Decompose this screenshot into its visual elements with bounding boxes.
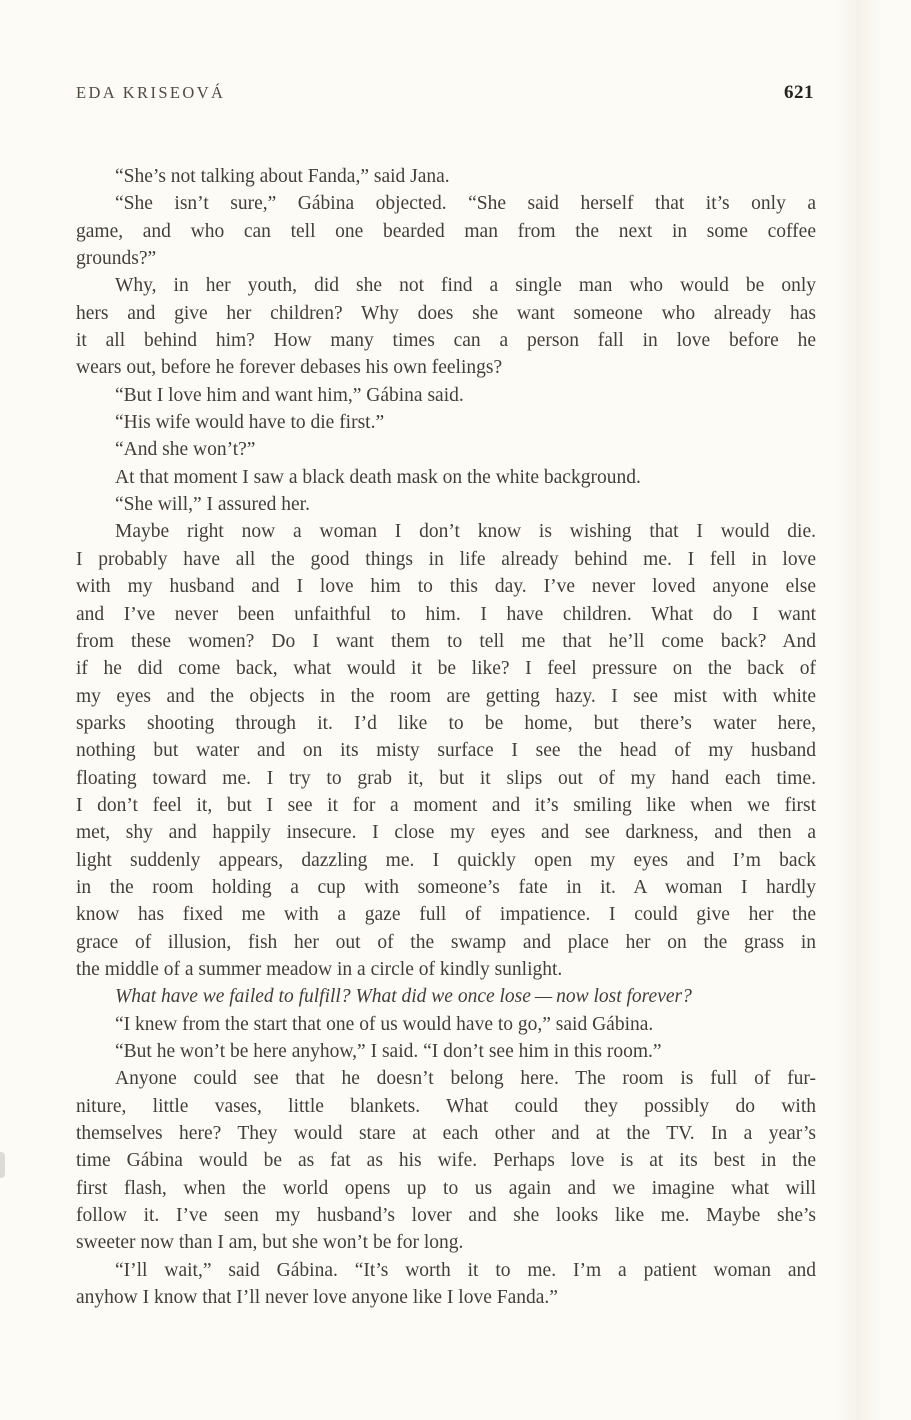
text-line: sparks shooting through it. I’d like to be home, but there’s water here, — [76, 712, 816, 734]
text-line: know has fixed me with a gaze full of impatience. I could give her the — [76, 904, 816, 926]
text-line: Why, in her youth, did she not find a single man who would be only — [115, 275, 816, 297]
text-line: Maybe right now a woman I don’t know is wishing that I would die. — [115, 521, 816, 543]
text-line: and I’ve never been unfaithful to him. I have children. What do I want — [76, 603, 816, 625]
text-line: hers and give her children? Why does she want someone who already has — [76, 302, 816, 324]
text-line: the middle of a summer meadow in a circle of kindly sunlight. — [76, 958, 563, 980]
text-line: “She’s not talking about Fanda,” said Jana. — [115, 166, 450, 187]
page-number: 621 — [784, 82, 814, 103]
text-line: time Gábina would be as fat as his wife. Perhaps love is at its best in the — [76, 1150, 816, 1172]
text-line: nothing but water and on its misty surface I see the head of my husband — [76, 740, 816, 762]
author-name: EDA KRISEOVÁ — [76, 83, 226, 102]
text-line: floating toward me. I try to grab it, but it slips out of my hand each time. — [76, 767, 816, 789]
page-gutter-shadow — [835, 0, 883, 1420]
text-line: “I knew from the start that one of us would have to go,” said Gábina. — [115, 1013, 654, 1035]
running-header — [76, 82, 814, 104]
text-line: grounds?” — [76, 248, 157, 270]
text-line: “And she won’t?” — [115, 439, 256, 461]
text-line: niture, little vases, little blankets. What could they possibly do with — [76, 1095, 816, 1117]
text-line: if he did come back, what would it be like? I feel pressure on the back of — [76, 658, 816, 680]
text-line: follow it. I’ve seen my husband’s lover and she looks like me. Maybe she’s — [76, 1205, 816, 1227]
scan-edge-artifact — [0, 1152, 5, 1178]
text-line: “I’ll wait,” said Gábina. “It’s worth it to me. I’m a patient woman and — [115, 1259, 816, 1281]
text-line: “She isn’t sure,” Gábina objected. “She said herself that it’s only a — [115, 193, 816, 215]
text-line: “She will,” I assured her. — [115, 494, 310, 516]
text-line: “But he won’t be here anyhow,” I said. “I don’t see him in this room.” — [115, 1041, 662, 1062]
text-line: light suddenly appears, dazzling me. I quickly open my eyes and I’m back — [76, 849, 816, 871]
text-line: “But I love him and want him,” Gábina said. — [115, 384, 464, 406]
text-line: themselves here? They would stare at each other and at the TV. In a year’s — [76, 1123, 816, 1145]
text-line: it all behind him? How many times can a person fall in love before he — [76, 330, 816, 352]
text-line: sweeter now than I am, but she won’t be for long. — [76, 1232, 464, 1254]
text-line: first flash, when the world opens up to us again and we imagine what will — [76, 1177, 816, 1199]
text-line: At that moment I saw a black death mask on the white background. — [115, 466, 641, 488]
text-line: I probably have all the good things in life already behind me. I fell in love — [76, 548, 816, 570]
text-line: What have we failed to fulfill? What did we once lose — now lost forever? — [115, 986, 692, 1008]
text-line: met, shy and happily insecure. I close my eyes and see darkness, and then a — [76, 822, 816, 844]
text-line: my eyes and the objects in the room are getting hazy. I see mist with white — [76, 685, 816, 707]
text-line: “His wife would have to die first.” — [115, 412, 385, 434]
text-line: grace of illusion, fish her out of the swamp and place her on the grass in — [76, 931, 816, 953]
text-line: with my husband and I love him to this day. I’ve never loved anyone else — [76, 576, 816, 598]
text-line: Anyone could see that he doesn’t belong here. The room is full of fur- — [115, 1068, 816, 1090]
text-line: from these women? Do I want them to tell me that he’ll come back? And — [76, 630, 816, 652]
text-line: anyhow I know that I’ll never love anyone like I love Fanda.” — [76, 1287, 558, 1309]
text-line: game, and who can tell one bearded man from the next in some coffee — [76, 220, 816, 242]
text-line: I don’t feel it, but I see it for a moment and it’s smiling like when we first — [76, 794, 816, 816]
text-line: wears out, before he forever debases his own feelings? — [76, 357, 503, 379]
text-line: in the room holding a cup with someone’s fate in it. A woman I hardly — [76, 876, 816, 898]
page-body — [76, 163, 816, 1311]
